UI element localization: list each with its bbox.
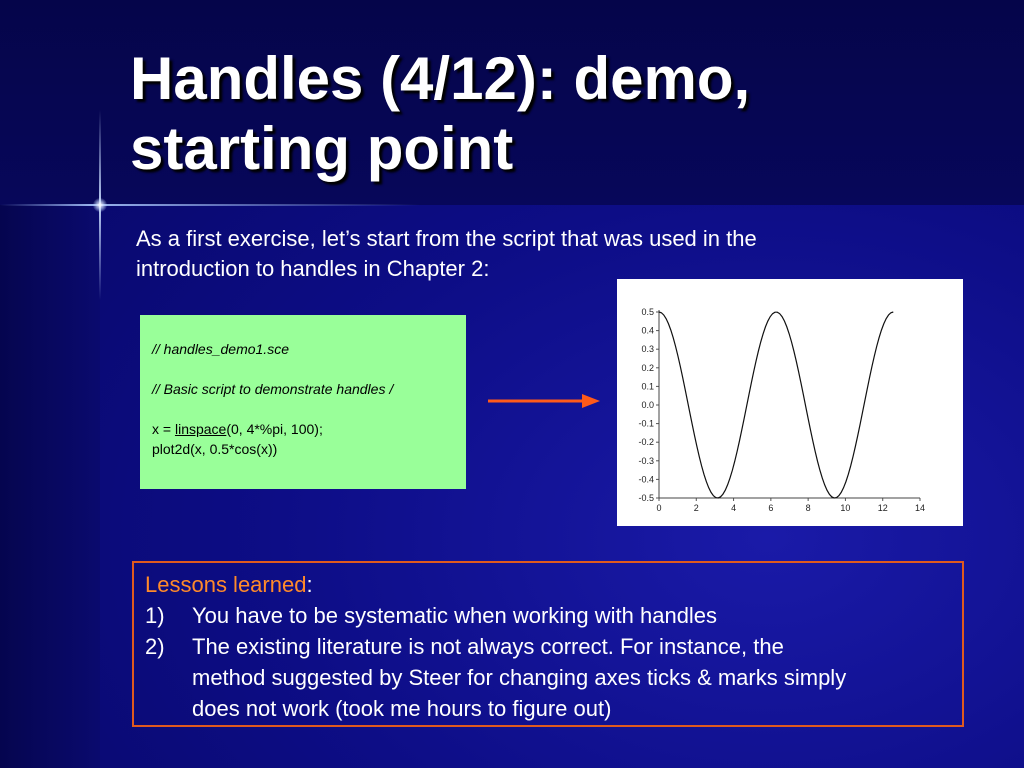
x-tick-label: 0 [656,503,662,513]
slide-title [130,44,990,184]
x-tick-label: 14 [914,503,926,513]
lessons-item-1-number: 1) [145,603,165,628]
y-tick-label: 0.5 [641,307,654,317]
light-flare-horizontal [0,204,420,206]
code-line-3-function: linspace [174,421,227,437]
y-tick-label: -0.2 [638,437,654,448]
code-listing [140,315,466,489]
x-tick-label: 6 [768,503,774,513]
code-line-3 [152,419,454,439]
y-tick-label: -0.5 [638,493,654,503]
code-line-2: // Basic script to demonstrate handles / [152,381,394,397]
lessons-heading: Lessons learned [145,572,307,597]
lessons-item-2-number: 2) [145,634,165,659]
code-line-4: plot2d(x, 0.5*cos(x)) [152,441,278,457]
lessons-item-2-line-1: The existing literature is not always correct. For instance, the [192,634,784,659]
code-blank-line [152,359,454,379]
lessons-item-2-line-3: does not work (took me hours to figure out) [192,696,612,721]
y-tick-label: 0.3 [641,344,654,355]
plot-figure [617,279,963,526]
x-tick-label: 8 [805,503,811,513]
series-line-0-5cos [659,312,893,498]
lessons-box [132,561,964,727]
x-tick-label: 10 [840,503,851,513]
lessons-heading-row [145,569,952,600]
light-flare-center [93,198,107,212]
lessons-item-1 [145,600,952,631]
y-tick-label: -0.1 [638,418,654,429]
x-tick-label: 12 [877,503,888,513]
lessons-heading-colon: : [306,572,313,597]
intro-text-line-2: introduction to handles in Chapter 2: [136,256,490,281]
slide-title-line-1: Handles (4/12): demo, [130,45,751,112]
code-line-3-pre: x = [152,421,175,437]
lessons-item-2-line-2: method suggested by Steer for changing axes ticks & marks simply [192,665,847,690]
arrow-head [582,394,600,408]
x-tick-label: 2 [693,503,699,513]
y-tick-label: 0.4 [641,325,654,336]
y-tick-label: 0.1 [641,381,654,392]
y-tick-label: -0.3 [638,455,654,466]
code-line-3-post: (0, 4*%pi, 100); [226,421,323,437]
code-blank-line [152,399,454,419]
intro-text-line-1: As a first exercise, let’s start from the script that was used in the [136,226,757,251]
intro-text [136,224,916,284]
lessons-item-1-text: You have to be systematic when working with handles [192,603,718,628]
slide-title-line-2: starting point [130,115,514,182]
lessons-item-2 [145,631,952,724]
code-line-1: // handles_demo1.sce [152,341,289,357]
lessons-item-2-text [192,631,952,724]
arrow-icon [486,391,602,411]
cosine-plot [617,279,963,526]
x-tick-label: 4 [731,503,737,513]
y-tick-label: 0.0 [641,400,654,410]
y-tick-label: 0.2 [641,362,654,373]
y-tick-label: -0.4 [638,474,654,485]
